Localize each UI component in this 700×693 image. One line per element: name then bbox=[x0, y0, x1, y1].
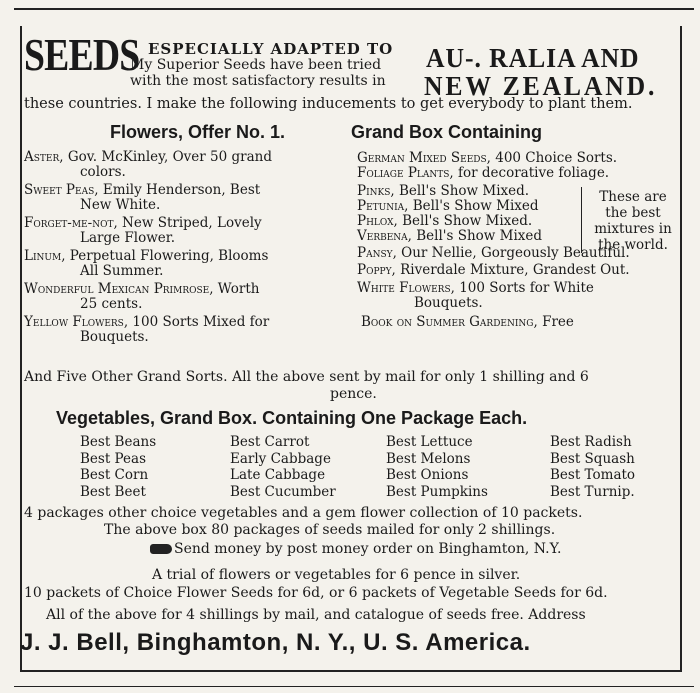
flower-item: Sweet Peas, Emily Henderson, Best bbox=[24, 182, 261, 198]
veg-item: Early Cabbage bbox=[230, 450, 331, 467]
grandbox-item: Pansy, Our Nellie, Gorgeously Beautiful. bbox=[357, 245, 630, 261]
country-new-zealand: NEW ZEALAND. bbox=[424, 71, 658, 101]
veg-column bbox=[230, 434, 336, 500]
packets-line: 10 packets of Choice Flower Seeds for 6d, or 6 packets of Vegetable Seeds for 6d. bbox=[24, 585, 608, 601]
veg-column bbox=[80, 434, 156, 500]
bracket-line bbox=[581, 187, 582, 253]
veg-item: Best Squash bbox=[550, 450, 635, 467]
veg-item: Best Beet bbox=[80, 483, 146, 500]
flower-item-cont: colors. bbox=[80, 164, 126, 180]
flower-item-cont: Large Flower. bbox=[80, 230, 176, 246]
mixtures-note bbox=[586, 189, 680, 253]
tried-line-1: My Superior Seeds have been tried bbox=[130, 57, 382, 73]
five-sorts-line: And Five Other Grand Sorts. All the above sent by mail for only 1 shilling and 6 bbox=[24, 369, 589, 385]
intro-line: these countries. I make the following inducements to get everybody to plant them. bbox=[24, 96, 633, 112]
especially-adapted: ESPECIALLY ADAPTED TO bbox=[148, 40, 394, 58]
bottom-rule bbox=[14, 686, 694, 687]
veg-column bbox=[386, 434, 488, 500]
box80-line: The above box 80 packages of seeds mailed for only 2 shillings. bbox=[104, 522, 556, 538]
tried-text bbox=[130, 57, 386, 89]
trial-line: A trial of flowers or vegetables for 6 pence in silver. bbox=[152, 567, 521, 583]
veg-item: Best Corn bbox=[80, 467, 149, 483]
seeds-title: SEEDS bbox=[24, 29, 140, 80]
grandbox-item: German Mixed Seeds, 400 Choice Sorts. bbox=[357, 150, 618, 166]
flower-list bbox=[24, 150, 272, 345]
flower-item-cont: Bouquets. bbox=[80, 329, 149, 345]
flower-item-cont: All Summer. bbox=[80, 263, 164, 279]
grandbox-item: Foliage Plants, for decorative foliage. bbox=[357, 165, 610, 181]
flower-item: Wonderful Mexican Primrose, Worth bbox=[24, 281, 260, 297]
grandbox-heading: Grand Box Containing bbox=[351, 122, 542, 142]
note-line: These are bbox=[599, 189, 667, 205]
all-above-line: All of the above for 4 shillings by mail, and catalogue of seeds free. Address bbox=[46, 607, 586, 623]
pointing-hand-icon bbox=[150, 544, 172, 554]
veg-item: Best Carrot bbox=[230, 434, 310, 450]
note-line: the best bbox=[605, 205, 661, 221]
grandbox-item: Book on Summer Gardening, Free bbox=[361, 314, 574, 330]
veg-item: Best Melons bbox=[386, 450, 471, 467]
veg-item: Best Turnip. bbox=[550, 483, 635, 500]
flower-item-cont: 25 cents. bbox=[80, 296, 143, 312]
veg-column bbox=[550, 434, 635, 500]
country-australia: AU-. RALIA AND bbox=[426, 43, 640, 73]
send-money-line: Send money by post money order on Binghamton, N.Y. bbox=[150, 541, 561, 557]
veg-item: Late Cabbage bbox=[230, 467, 326, 483]
veg-item: Best Tomato bbox=[550, 467, 636, 483]
flower-item: Yellow Flowers, 100 Sorts Mixed for bbox=[24, 314, 270, 330]
veg-item: Best Pumpkins bbox=[386, 483, 488, 500]
flowers-heading: Flowers, Offer No. 1. bbox=[110, 122, 286, 142]
note-line: the world. bbox=[598, 237, 668, 253]
pence-line: pence. bbox=[330, 386, 377, 402]
grandbox-item: Verbena, Bell's Show Mixed bbox=[357, 228, 543, 244]
veg-item: Best Onions bbox=[386, 467, 469, 483]
veg-item: Best Cucumber bbox=[230, 483, 336, 500]
flower-item-cont: New White. bbox=[80, 197, 161, 213]
grandbox-item: Pinks, Bell's Show Mixed. bbox=[357, 183, 530, 199]
grandbox-item: White Flowers, 100 Sorts for White bbox=[357, 280, 594, 296]
veg-item: Best Peas bbox=[80, 450, 146, 467]
note-line: mixtures in bbox=[594, 221, 672, 237]
vegetables-heading: Vegetables, Grand Box. Containing One Package Each. bbox=[56, 408, 528, 428]
sender-address: J. J. Bell, Binghamton, N. Y., U. S. America. bbox=[20, 629, 531, 656]
flower-item: Linum, Perpetual Flowering, Blooms bbox=[24, 248, 269, 264]
grandbox-item-cont: Bouquets. bbox=[414, 295, 483, 311]
tried-line-2: with the most satisfactory results in bbox=[130, 73, 386, 89]
veg-item: Best Radish bbox=[550, 434, 632, 450]
flower-item: Aster, Gov. McKinley, Over 50 grand bbox=[24, 149, 272, 165]
veg-item: Best Lettuce bbox=[386, 434, 473, 450]
grandbox-item: Poppy, Riverdale Mixture, Grandest Out. bbox=[357, 262, 630, 278]
top-rule bbox=[14, 8, 694, 10]
grandbox-item: Phlox, Bell's Show Mixed. bbox=[357, 213, 533, 229]
grandbox-item: Petunia, Bell's Show Mixed bbox=[357, 198, 539, 214]
packages-line: 4 packages other choice vegetables and a gem flower collection of 10 packets. bbox=[24, 505, 583, 521]
flower-item: Forget-me-not, New Striped, Lovely bbox=[24, 215, 262, 231]
veg-item: Best Beans bbox=[80, 434, 157, 450]
